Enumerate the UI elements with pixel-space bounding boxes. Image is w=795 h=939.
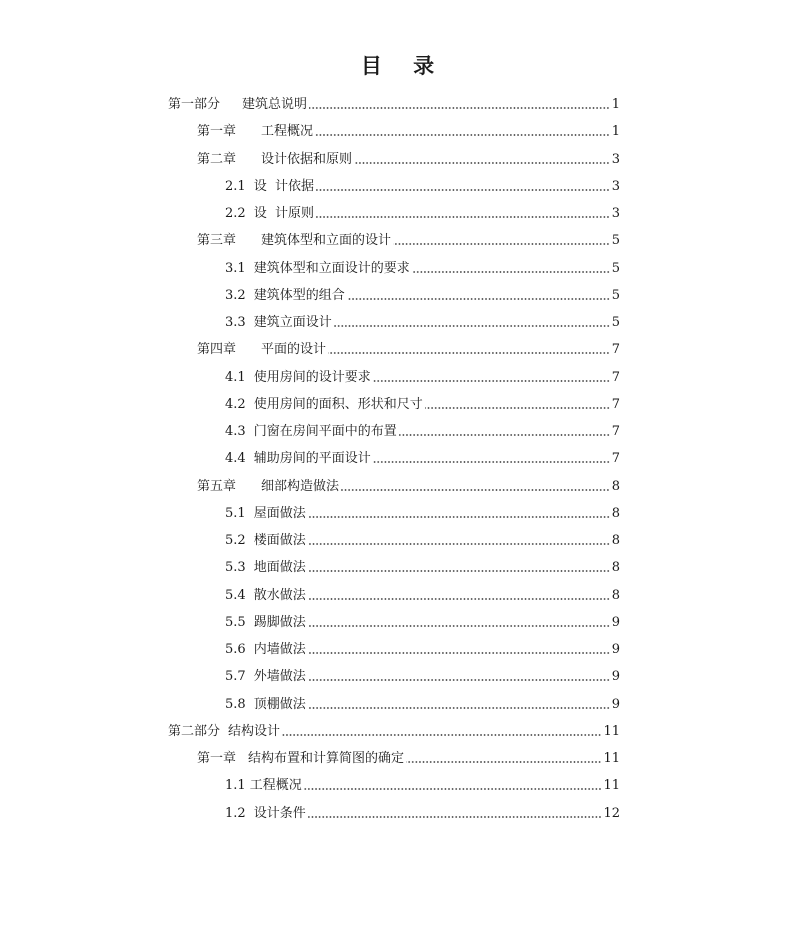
- toc-entry-page-number: 11: [603, 751, 620, 766]
- toc-entry-title: 建筑体型的组合: [253, 287, 345, 303]
- toc-dot-leader: [393, 242, 610, 246]
- toc-entry[interactable]: [225, 393, 620, 413]
- toc-entry-number: 5.2: [225, 533, 246, 548]
- toc-entry-page-number: 3: [611, 206, 620, 221]
- toc-dot-leader: [308, 678, 610, 682]
- toc-entry-page-number: 8: [611, 560, 620, 576]
- toc-entry-number: 第一部分: [168, 97, 221, 112]
- toc-dot-leader: [334, 324, 610, 328]
- toc-dot-leader: [308, 624, 610, 628]
- toc-entry[interactable]: [225, 311, 620, 331]
- toc-entry[interactable]: [225, 774, 620, 794]
- toc-entry-title: 结构布置和计算简图的确定: [248, 751, 405, 766]
- toc-dot-leader: [308, 706, 610, 710]
- toc-entry-page-number: 8: [611, 478, 620, 494]
- toc-entry-number: 第五章: [197, 478, 237, 494]
- toc-dot-leader: [406, 760, 601, 764]
- toc-dot-leader: [308, 515, 610, 519]
- toc-entry[interactable]: [225, 638, 620, 658]
- toc-entry[interactable]: [197, 148, 620, 168]
- toc-dot-leader: [308, 815, 602, 819]
- toc-entry[interactable]: [197, 747, 620, 767]
- toc-entry-number: 第二部分: [168, 723, 221, 739]
- toc-title: 目 录: [360, 54, 447, 78]
- toc-dot-leader: [316, 215, 610, 219]
- toc-entry-title: 使用房间的设计要求: [253, 369, 371, 385]
- toc-entry[interactable]: [225, 366, 620, 386]
- toc-entry-number: 4.4: [225, 451, 246, 467]
- toc-dot-leader: [373, 460, 610, 464]
- toc-entry-page-number: 11: [603, 778, 620, 794]
- toc-dot-leader: [315, 133, 610, 137]
- toc-entry-page-number: 5: [611, 315, 620, 330]
- toc-entry-page-number: 9: [611, 669, 620, 685]
- toc-entry-number: 3.3: [225, 315, 246, 330]
- toc-entry-title: 门窗在房间平面中的布置: [253, 424, 397, 439]
- toc-dot-leader: [308, 651, 610, 655]
- toc-entry[interactable]: [168, 720, 620, 740]
- toc-entry[interactable]: [225, 584, 620, 604]
- toc-entry-number: 4.3: [225, 424, 246, 439]
- toc-dot-leader: [373, 379, 610, 383]
- toc-entry[interactable]: [225, 257, 620, 277]
- toc-entry-title: 建筑体型和立面的设计: [261, 233, 392, 249]
- toc-entry-title: 结构设计: [228, 723, 281, 739]
- toc-entry-number: 5.1: [225, 505, 246, 521]
- toc-entry[interactable]: [225, 665, 620, 685]
- toc-entry-number: 5.6: [225, 642, 246, 657]
- toc-entry-number: 4.1: [225, 369, 246, 385]
- toc-entry-number: 3.1: [225, 260, 246, 276]
- toc-entry-title: 内墙做法: [253, 642, 306, 657]
- toc-entry-title: 建筑立面设计: [253, 315, 332, 330]
- toc-entry-number: 5.5: [225, 614, 246, 630]
- toc-entry-number: 第二章: [197, 151, 237, 167]
- toc-entry[interactable]: [225, 175, 620, 195]
- toc-entry[interactable]: [197, 229, 620, 249]
- toc-dot-leader: [328, 351, 610, 355]
- toc-dot-leader: [347, 297, 610, 301]
- toc-entry-title: 设 计依据: [253, 178, 314, 194]
- toc-entry-title: 使用房间的面积、形状和尺寸: [253, 396, 423, 412]
- toc-entry-title: 工程概况: [261, 124, 314, 140]
- toc-dot-leader: [304, 787, 602, 791]
- toc-entry-number: 4.2: [225, 396, 246, 412]
- toc-entry[interactable]: [225, 284, 620, 304]
- toc-dot-leader: [425, 406, 610, 410]
- toc-entry-number: 第一章: [197, 751, 237, 766]
- toc-entry-page-number: 3: [611, 151, 620, 167]
- toc-entry-page-number: 5: [611, 287, 620, 303]
- toc-entry[interactable]: [225, 420, 620, 440]
- toc-entry-title: 屋面做法: [253, 505, 306, 521]
- toc-entry-page-number: 1: [611, 97, 620, 112]
- toc-entry-page-number: 9: [611, 696, 620, 712]
- toc-entry-page-number: 7: [611, 342, 620, 358]
- toc-entry-number: 2.1: [225, 178, 246, 194]
- toc-entry-title: 平面的设计: [261, 342, 327, 358]
- toc-entry-title: 设计依据和原则: [261, 151, 353, 167]
- toc-dot-leader: [316, 188, 610, 192]
- toc-entry-title: 顶棚做法: [253, 696, 306, 712]
- toc-entry-page-number: 8: [611, 533, 620, 548]
- toc-entry-page-number: 11: [603, 723, 620, 739]
- toc-dot-leader: [412, 270, 610, 274]
- toc-entry-page-number: 5: [611, 233, 620, 249]
- toc-entry-page-number: 5: [611, 260, 620, 276]
- toc-entry-title: 建筑体型和立面设计的要求: [253, 260, 410, 276]
- toc-entry-page-number: 3: [611, 178, 620, 194]
- toc-entry-title: 设 计原则: [253, 206, 314, 221]
- toc-entry[interactable]: [225, 447, 620, 467]
- toc-entry-page-number: 7: [611, 396, 620, 412]
- toc-entry-title: 楼面做法: [253, 533, 306, 548]
- toc-entry[interactable]: [225, 502, 620, 522]
- toc-entry-number: 5.8: [225, 696, 246, 712]
- toc-entry-page-number: 8: [611, 505, 620, 521]
- toc-entry-number: 1.1: [225, 778, 246, 794]
- toc-dot-leader: [282, 733, 601, 737]
- toc-entry-number: 3.2: [225, 287, 246, 303]
- toc-entry-title: 设计条件: [253, 805, 306, 821]
- toc-entry-title: 踢脚做法: [253, 614, 306, 630]
- toc-entry-number: 第三章: [197, 233, 237, 249]
- toc-entry[interactable]: [225, 202, 620, 222]
- toc-entry[interactable]: [225, 611, 620, 631]
- toc-entry-page-number: 9: [611, 614, 620, 630]
- toc-dot-leader: [308, 597, 610, 601]
- toc-entry-page-number: 8: [611, 587, 620, 603]
- toc-entry-title: 工程概况: [249, 778, 302, 794]
- toc-entry[interactable]: [197, 120, 620, 140]
- toc-dot-leader: [399, 433, 610, 437]
- toc-dot-leader: [308, 542, 610, 546]
- toc-entry[interactable]: [225, 693, 620, 713]
- toc-entry[interactable]: [197, 338, 620, 358]
- toc-entry-number: 第四章: [197, 342, 237, 358]
- toc-entry-number: 第一章: [197, 124, 237, 140]
- toc-entry-title: 外墙做法: [253, 669, 306, 685]
- toc-entry-number: 5.7: [225, 669, 246, 685]
- toc-entry[interactable]: [197, 475, 620, 495]
- toc-entry-title: 散水做法: [253, 587, 306, 603]
- toc-entry-number: 2.2: [225, 206, 246, 221]
- toc-entry[interactable]: [168, 93, 620, 113]
- toc-entry-title: 建筑总说明: [242, 97, 308, 112]
- toc-entry-title: 地面做法: [253, 560, 306, 576]
- toc-dot-leader: [341, 488, 610, 492]
- toc-entry-page-number: 7: [611, 451, 620, 467]
- toc-entry[interactable]: [225, 529, 620, 549]
- toc-entry-page-number: 9: [611, 642, 620, 657]
- toc-dot-leader: [354, 161, 610, 165]
- toc-dot-leader: [309, 106, 610, 110]
- toc-entry-number: 5.3: [225, 560, 246, 576]
- toc-entry[interactable]: [225, 556, 620, 576]
- toc-entry-page-number: 7: [611, 369, 620, 385]
- toc-dot-leader: [308, 569, 610, 573]
- toc-entry-page-number: 7: [611, 424, 620, 439]
- toc-entry[interactable]: [225, 802, 620, 822]
- toc-entry-number: 5.4: [225, 587, 246, 603]
- toc-entry-number: 1.2: [225, 805, 246, 821]
- toc-entry-title: 细部构造做法: [261, 478, 340, 494]
- toc-entry-title: 辅助房间的平面设计: [253, 451, 371, 467]
- toc-entry-page-number: 12: [603, 805, 620, 821]
- toc-entry-page-number: 1: [611, 124, 620, 140]
